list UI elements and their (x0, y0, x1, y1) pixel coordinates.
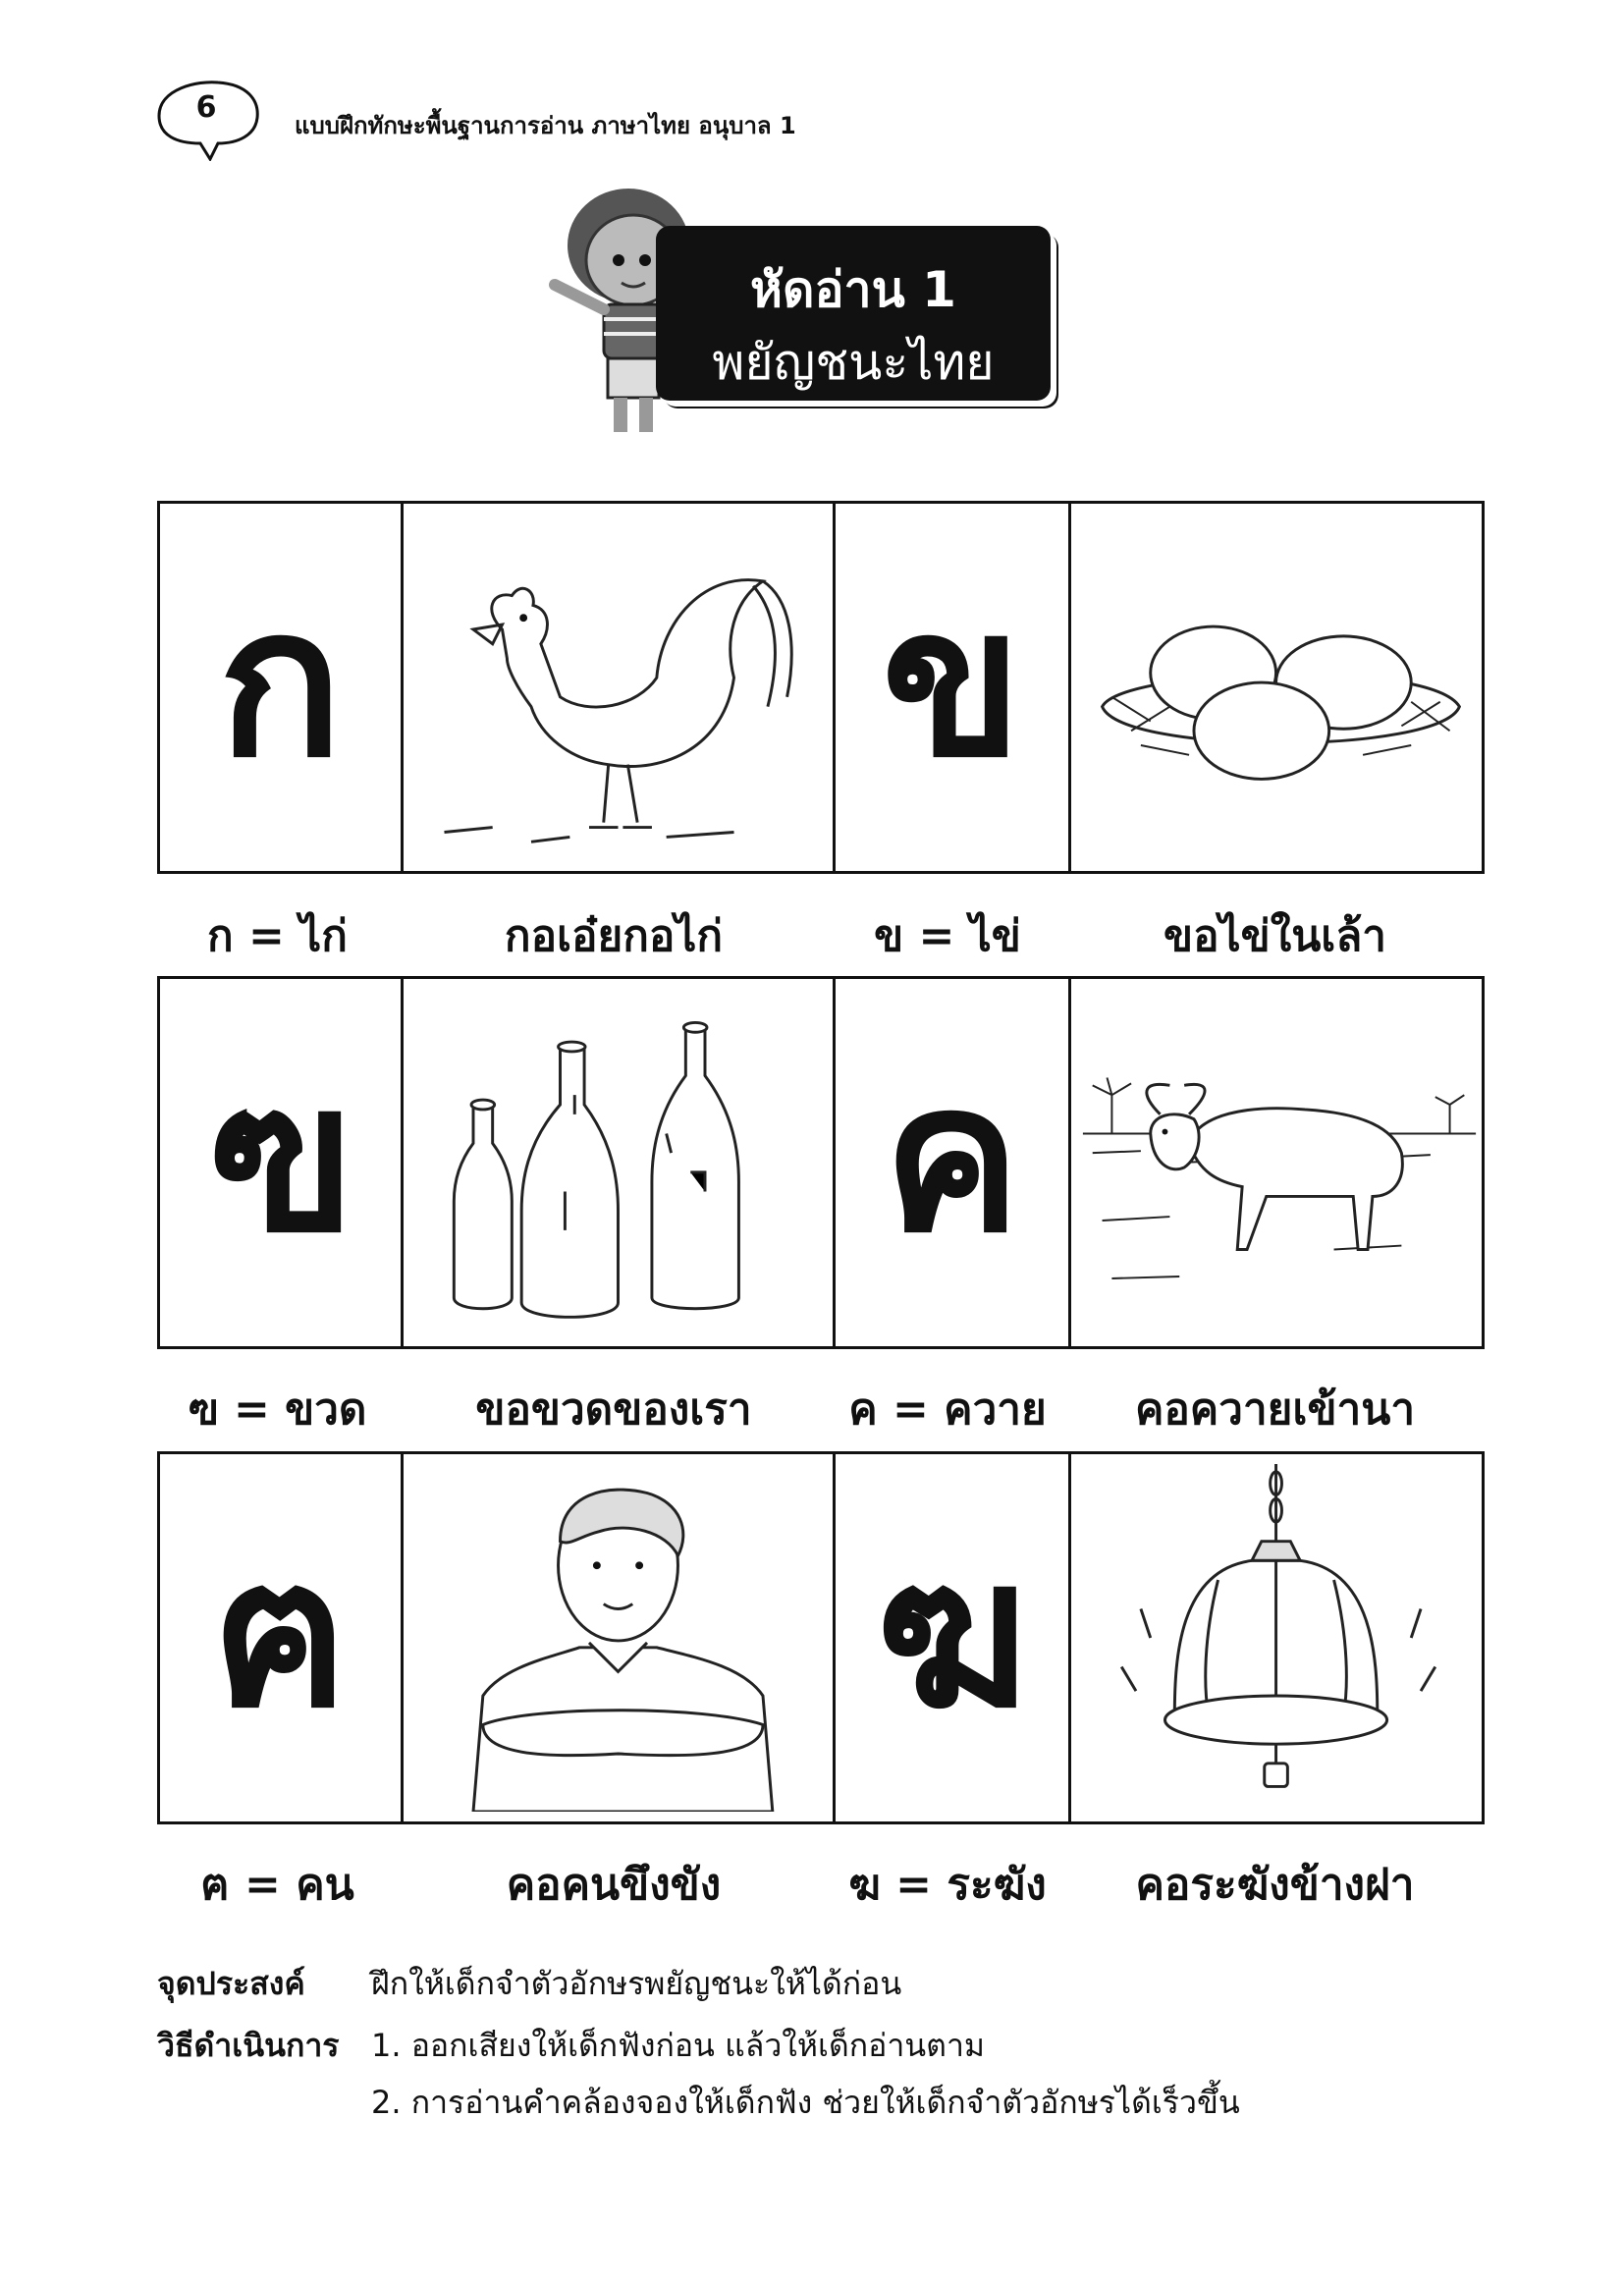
letter-row (157, 501, 1485, 874)
big-letter: ข (881, 562, 1023, 803)
letter-label: ฅ = คน (200, 1860, 354, 1910)
rhyme-label: กอเอ๋ยกอไก่ (504, 911, 724, 961)
lesson-title: หัดอ่าน 1 (750, 261, 956, 318)
big-letter: ก (217, 562, 344, 803)
big-letter: ฃ (207, 1037, 353, 1278)
objective-text: ฝึกให้เด็กจำตัวอักษรพยัญชนะให้ได้ก่อน (371, 1965, 902, 2002)
bottles-icon (413, 989, 823, 1336)
rhyme-label: ขอขวดของเรา (475, 1385, 752, 1435)
caption-row (157, 1850, 1485, 1909)
picture-cell (401, 979, 833, 1346)
letter-label: ฆ = ระฆัง (848, 1860, 1047, 1910)
big-letter: ค (883, 1037, 1021, 1278)
picture-cell (401, 1454, 833, 1821)
bell-icon (1081, 1464, 1478, 1812)
picture-cell (1068, 979, 1488, 1346)
letter-label: ฃ = ขวด (188, 1385, 367, 1435)
big-letter: ฅ (211, 1512, 350, 1754)
rhyme-label: คอระฆังข้างฝา (1135, 1860, 1415, 1910)
rhyme-label: คอควายเข้านา (1134, 1385, 1416, 1435)
letter-label: ก = ไก่ (207, 911, 348, 961)
water-buffalo-icon (1081, 989, 1478, 1336)
letter-label: ข = ไข่ (874, 911, 1021, 961)
letter-row (157, 976, 1485, 1349)
picture-cell (401, 504, 833, 871)
picture-cell (1068, 504, 1488, 871)
letter-label: ค = ควาย (848, 1385, 1047, 1435)
man-arms-crossed-icon (413, 1464, 823, 1812)
book-title: แบบฝึกทักษะพื้นฐานการอ่าน ภาษาไทย อนุบาล 1 (295, 112, 796, 139)
letter-row (157, 1451, 1485, 1824)
objective-label: จุดประสงค์ (157, 1965, 305, 2002)
eggs-in-nest-icon (1081, 514, 1478, 861)
rooster-icon (413, 514, 823, 861)
lesson-subtitle: พยัญชนะไทย (712, 334, 995, 391)
method-label: วิธีดำเนินการ (157, 2027, 340, 2064)
page-number: 6 (195, 90, 217, 125)
letter-cell (833, 979, 1068, 1346)
caption-row (157, 901, 1485, 960)
letter-cell (833, 504, 1068, 871)
letter-cell (160, 1454, 401, 1821)
letter-cell (833, 1454, 1068, 1821)
big-letter: ฆ (875, 1512, 1029, 1754)
method-step: 1. ออกเสียงให้เด็กฟังก่อน แล้วให้เด็กอ่านตาม (371, 2027, 986, 2064)
letter-cell (160, 504, 401, 871)
caption-row (157, 1375, 1485, 1434)
method-step: 2. การอ่านคำคล้องจองให้เด็กฟัง ช่วยให้เด็กจำตัวอักษรได้เร็วขึ้น (371, 2084, 1240, 2121)
rhyme-label: ขอไข่ในเล้า (1164, 911, 1386, 961)
letter-cell (160, 979, 401, 1346)
rhyme-label: คอคนขึงขัง (506, 1860, 722, 1910)
picture-cell (1068, 1454, 1488, 1821)
